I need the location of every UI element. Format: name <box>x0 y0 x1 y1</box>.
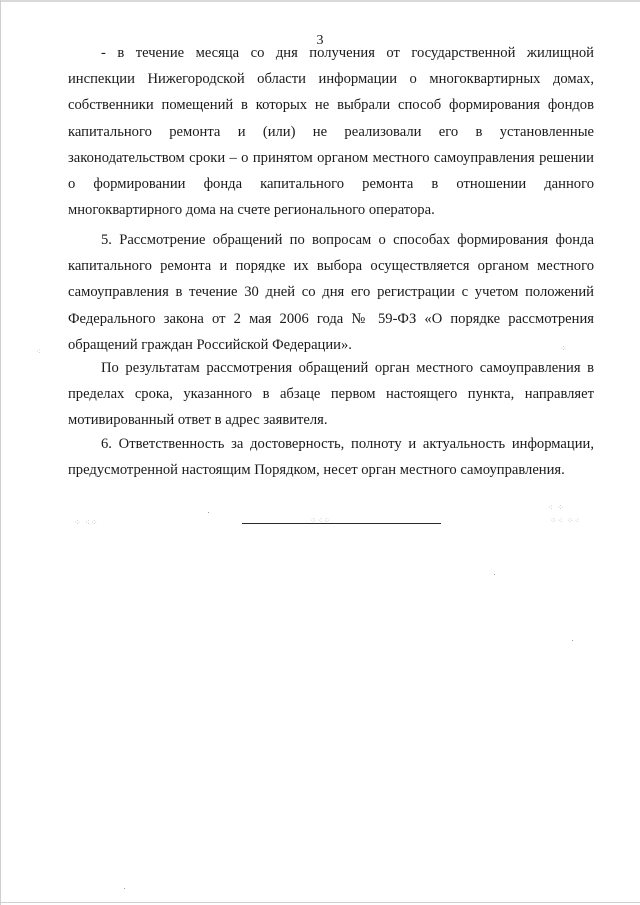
scan-artifact: ⁘⁖ ⁘⁖ <box>550 516 581 525</box>
end-of-document-line <box>242 523 441 524</box>
paragraph-text: По результатам рассмотрения обращений орган местного самоуправления в пределах срока, указанного в абзаце первом настоящего пункта, направляет мотивированный ответ в адрес заявителя. <box>68 360 594 429</box>
paragraph-text: 6. Ответственность за достоверность, полноту и актуальность информации, предусмотренной настоящим Порядком, несет орган местного самоуправления. <box>68 436 594 479</box>
scan-speck <box>124 888 125 889</box>
paragraph-item-6 <box>68 431 594 483</box>
page-number: 3 <box>316 33 324 48</box>
page-bottom-edge <box>0 902 640 903</box>
page-top-edge <box>0 0 640 2</box>
scan-artifact: ⁘ <box>560 344 568 353</box>
scan-artifact: ⁘⁖⁘ <box>310 516 332 525</box>
paragraph-response <box>68 355 594 434</box>
paragraph-deadline-notice <box>68 40 594 223</box>
paragraph-text: 5. Рассмотрение обращений по вопросам о способах формирования фонда капитального ремонта и порядке их выбора осуществляется органом местного самоуправления в течение 30 дней со дня его регистрации с учетом положений Федерального закона от 2 мая 2006 года № 59-ФЗ «О порядке рассмотрения обращений граждан Российской Федерации». <box>68 232 594 353</box>
paragraph-text: - в течение месяца со дня получения от государственной жилищной инспекции Нижегородской области информации о многоквартирных домах, собственники помещений в которых не выбрали способ формирования фондов капитального ремонта и (или) не реализовали его в установленные законодательством сроки – о принятом органом местного самоуправления решении о формировании фонда капитального ремонта в отношении данного многоквартирного дома на счете регионального оператора. <box>68 45 594 219</box>
scan-speck <box>572 640 573 641</box>
paragraph-item-5 <box>68 227 594 358</box>
scan-artifact: ⁘ ⁖⁘ <box>74 518 99 527</box>
scan-artifact: ⁖ ⁘ <box>548 503 565 512</box>
scan-artifact: ⁖ <box>36 347 42 356</box>
scan-speck <box>208 512 209 513</box>
page-left-edge <box>0 0 1 905</box>
scan-speck <box>494 574 495 575</box>
